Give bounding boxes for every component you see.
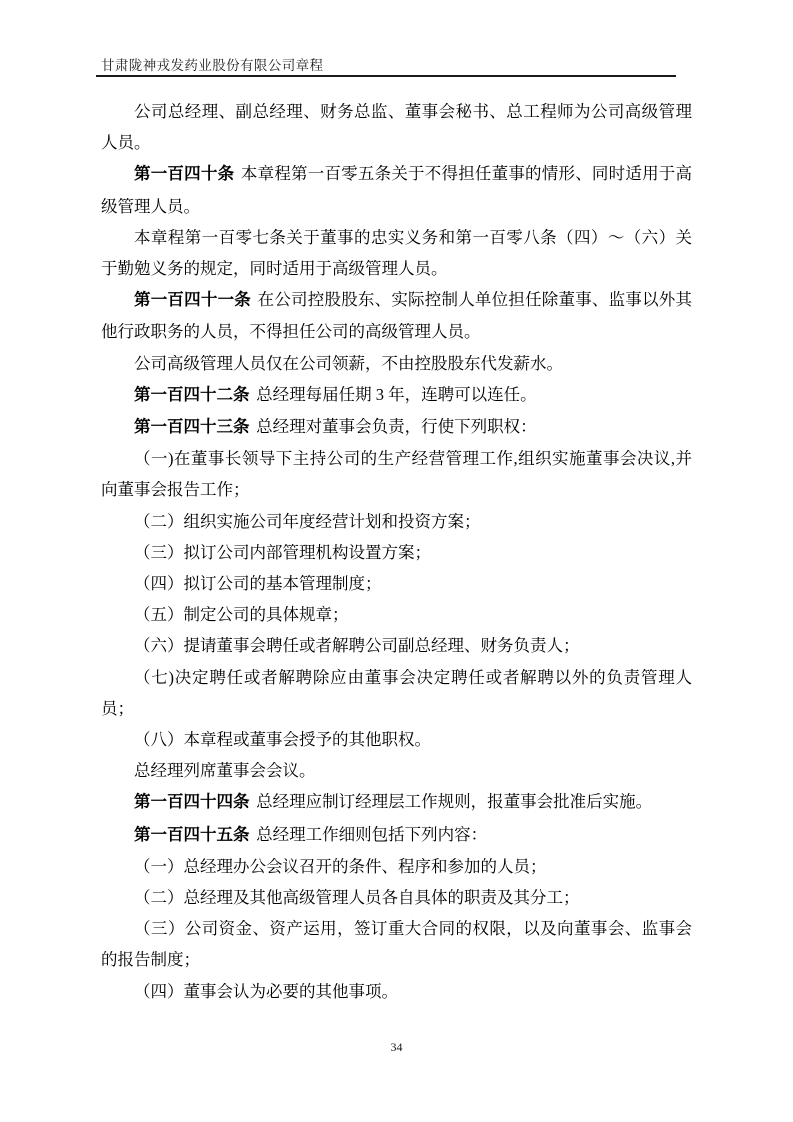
header-rule [96, 75, 676, 77]
article-number-label: 第一百四十五条 [134, 825, 250, 844]
page-number: 34 [390, 1040, 403, 1054]
paragraph [101, 819, 692, 851]
paragraph [101, 599, 692, 630]
paragraph [101, 851, 692, 882]
paragraph [101, 284, 692, 347]
paragraph [101, 724, 692, 755]
paragraph-text: （一)在董事长领导下主持公司的生产经营管理工作,组织实施董事会决议,并向董事会报告工作； [101, 449, 692, 500]
paragraph [101, 568, 692, 599]
paragraph [101, 506, 692, 537]
paragraph [101, 882, 692, 913]
paragraph-text: （一）总经理办公会议召开的条件、程序和参加的人员； [134, 856, 547, 876]
paragraph-text: （三）拟订公司内部管理机构设置方案； [134, 542, 431, 562]
paragraph [101, 630, 692, 661]
paragraph-text: 总经理对董事会负责，行使下列职权： [256, 417, 537, 437]
paragraph-text: （三）公司资金、资产运用，签订重大合同的权限，以及向董事会、监事会的报告制度； [101, 919, 692, 970]
paragraph [101, 662, 692, 724]
paragraph [101, 913, 692, 975]
paragraph-text: 总经理工作细则包括下列内容： [256, 824, 488, 844]
paragraph-text: （五）制定公司的具体规章； [134, 605, 349, 625]
paragraph-text: 在公司控股股东、实际控制人单位担任除董事、监事以外其他行政职务的人员，不得担任公司的高级管理人员。 [101, 290, 693, 342]
paragraph [101, 976, 692, 1007]
paragraph-text: 公司总经理、副总经理、财务总监、董事会秘书、总工程师为公司高级管理人员。 [101, 102, 692, 153]
paragraph [101, 755, 692, 786]
paragraph-text: （二）总经理及其他高级管理人员各自具体的职责及其分工； [134, 888, 580, 908]
page-footer [0, 1040, 793, 1055]
paragraph [101, 537, 692, 568]
paragraph-text: （八）本章程或董事会授予的其他职权。 [134, 730, 431, 750]
paragraph-text: 本章程第一百零五条关于不得担任董事的情形、同时适用于高级管理人员。 [101, 164, 693, 216]
article-number-label: 第一百四十四条 [134, 793, 250, 812]
paragraph [101, 786, 692, 818]
paragraph [101, 443, 692, 505]
paragraph [101, 222, 692, 284]
paragraph-text: （七)决定聘任或者解聘除应由董事会决定聘任或者解聘以外的负责管理人员； [101, 667, 692, 718]
paragraph-text: 总经理应制订经理层工作规则，报董事会批准后实施。 [256, 792, 653, 812]
document-body [101, 96, 692, 1007]
paragraph-text: （四）拟订公司的基本管理制度； [134, 574, 382, 594]
article-number-label: 第一百四十三条 [134, 418, 250, 437]
paragraph-text: 总经理每届任期 3 年，连聘可以连任。 [256, 384, 537, 404]
header-title: 甘肃陇神戎发药业股份有限公司章程 [101, 58, 324, 73]
paragraph-text: （四）董事会认为必要的其他事项。 [134, 981, 398, 1001]
paragraph [101, 96, 692, 158]
paragraph [101, 348, 692, 379]
paragraph-text: 总经理列席董事会会议。 [134, 761, 316, 781]
paragraph [101, 411, 692, 443]
paragraph-text: （六）提请董事会聘任或者解聘公司副总经理、财务负责人； [134, 636, 580, 656]
paragraph-text: 公司高级管理人员仅在公司领薪，不由控股股东代发薪水。 [134, 353, 563, 373]
paragraph [101, 158, 692, 221]
article-number-label: 第一百四十二条 [134, 385, 250, 404]
paragraph [101, 379, 692, 411]
article-number-label: 第一百四十条 [134, 165, 235, 184]
paragraph-text: 本章程第一百零七条关于董事的忠实义务和第一百零八条（四）～（六）关于勤勉义务的规定，同时适用于高级管理人员。 [101, 227, 692, 279]
paragraph-text: （二）组织实施公司年度经营计划和投资方案； [134, 511, 481, 531]
article-number-label: 第一百四十一条 [134, 291, 252, 310]
